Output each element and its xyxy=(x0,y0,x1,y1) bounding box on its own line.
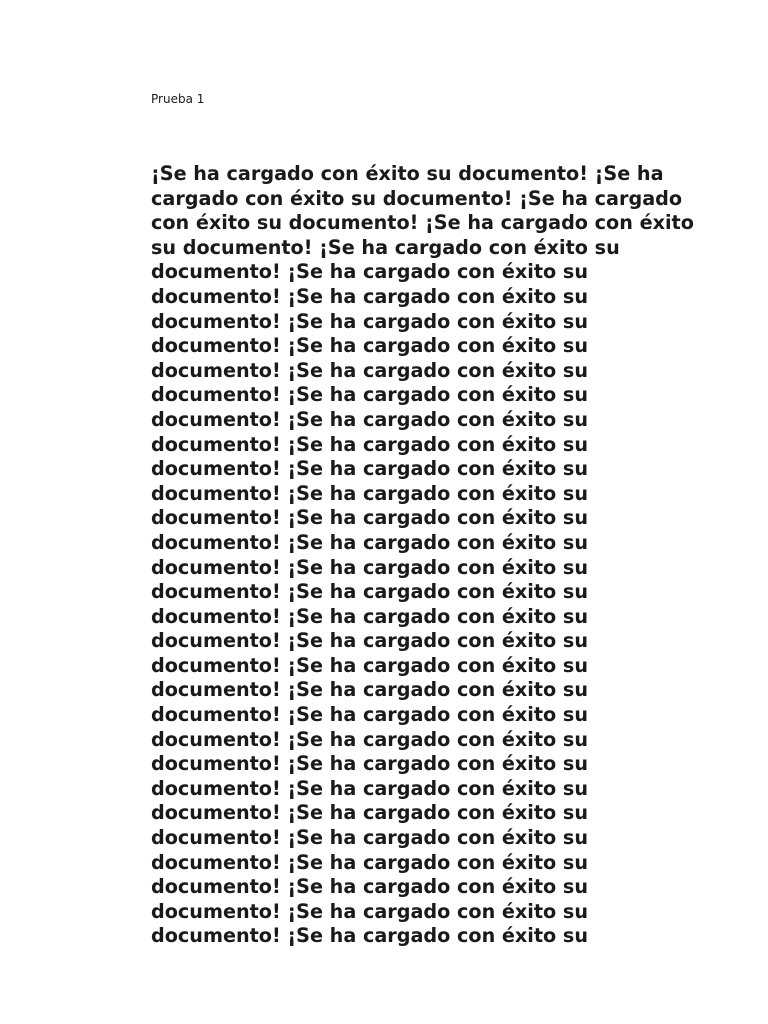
body-line: documento! ¡Se ha cargado con éxito su xyxy=(151,899,588,923)
body-line: documento! ¡Se ha cargado con éxito su xyxy=(151,284,588,308)
body-line: documento! ¡Se ha cargado con éxito su xyxy=(151,383,588,407)
body-line: documento! ¡Se ha cargado con éxito su xyxy=(151,826,588,850)
body-line: documento! ¡Se ha cargado con éxito su xyxy=(151,530,588,554)
body-line: documento! ¡Se ha cargado con éxito su xyxy=(151,334,588,358)
body-line: documento! ¡Se ha cargado con éxito su xyxy=(151,875,588,899)
body-line: documento! ¡Se ha cargado con éxito su xyxy=(151,481,588,505)
body-line: documento! ¡Se ha cargado con éxito su xyxy=(151,924,588,948)
body-line: con éxito su documento! ¡Se ha cargado con éxito xyxy=(151,211,694,235)
body-line: documento! ¡Se ha cargado con éxito su xyxy=(151,653,588,677)
body-line: documento! ¡Se ha cargado con éxito su xyxy=(151,309,588,333)
body-line: documento! ¡Se ha cargado con éxito su xyxy=(151,432,588,456)
body-line: documento! ¡Se ha cargado con éxito su xyxy=(151,457,588,481)
body-line: documento! ¡Se ha cargado con éxito su xyxy=(151,260,588,284)
body-line: documento! ¡Se ha cargado con éxito su xyxy=(151,850,588,874)
body-line: documento! ¡Se ha cargado con éxito su xyxy=(151,776,588,800)
document-body xyxy=(151,162,694,949)
body-line: documento! ¡Se ha cargado con éxito su xyxy=(151,506,588,530)
body-line: cargado con éxito su documento! ¡Se ha cargado xyxy=(151,186,683,210)
body-line: documento! ¡Se ha cargado con éxito su xyxy=(151,801,588,825)
body-line: documento! ¡Se ha cargado con éxito su xyxy=(151,580,588,604)
body-line: documento! ¡Se ha cargado con éxito su xyxy=(151,629,588,653)
page-header: Prueba 1 xyxy=(151,92,205,106)
body-line: documento! ¡Se ha cargado con éxito su xyxy=(151,727,588,751)
body-line: documento! ¡Se ha cargado con éxito su xyxy=(151,407,588,431)
body-line: documento! ¡Se ha cargado con éxito su xyxy=(151,678,588,702)
body-line: su documento! ¡Se ha cargado con éxito su xyxy=(151,235,620,259)
body-line: documento! ¡Se ha cargado con éxito su xyxy=(151,358,588,382)
body-line: ¡Se ha cargado con éxito su documento! ¡Se ha xyxy=(151,162,664,185)
body-line: documento! ¡Se ha cargado con éxito su xyxy=(151,555,588,579)
body-line: documento! ¡Se ha cargado con éxito su xyxy=(151,703,588,727)
body-line: documento! ¡Se ha cargado con éxito su xyxy=(151,752,588,776)
body-line: documento! ¡Se ha cargado con éxito su xyxy=(151,604,588,628)
